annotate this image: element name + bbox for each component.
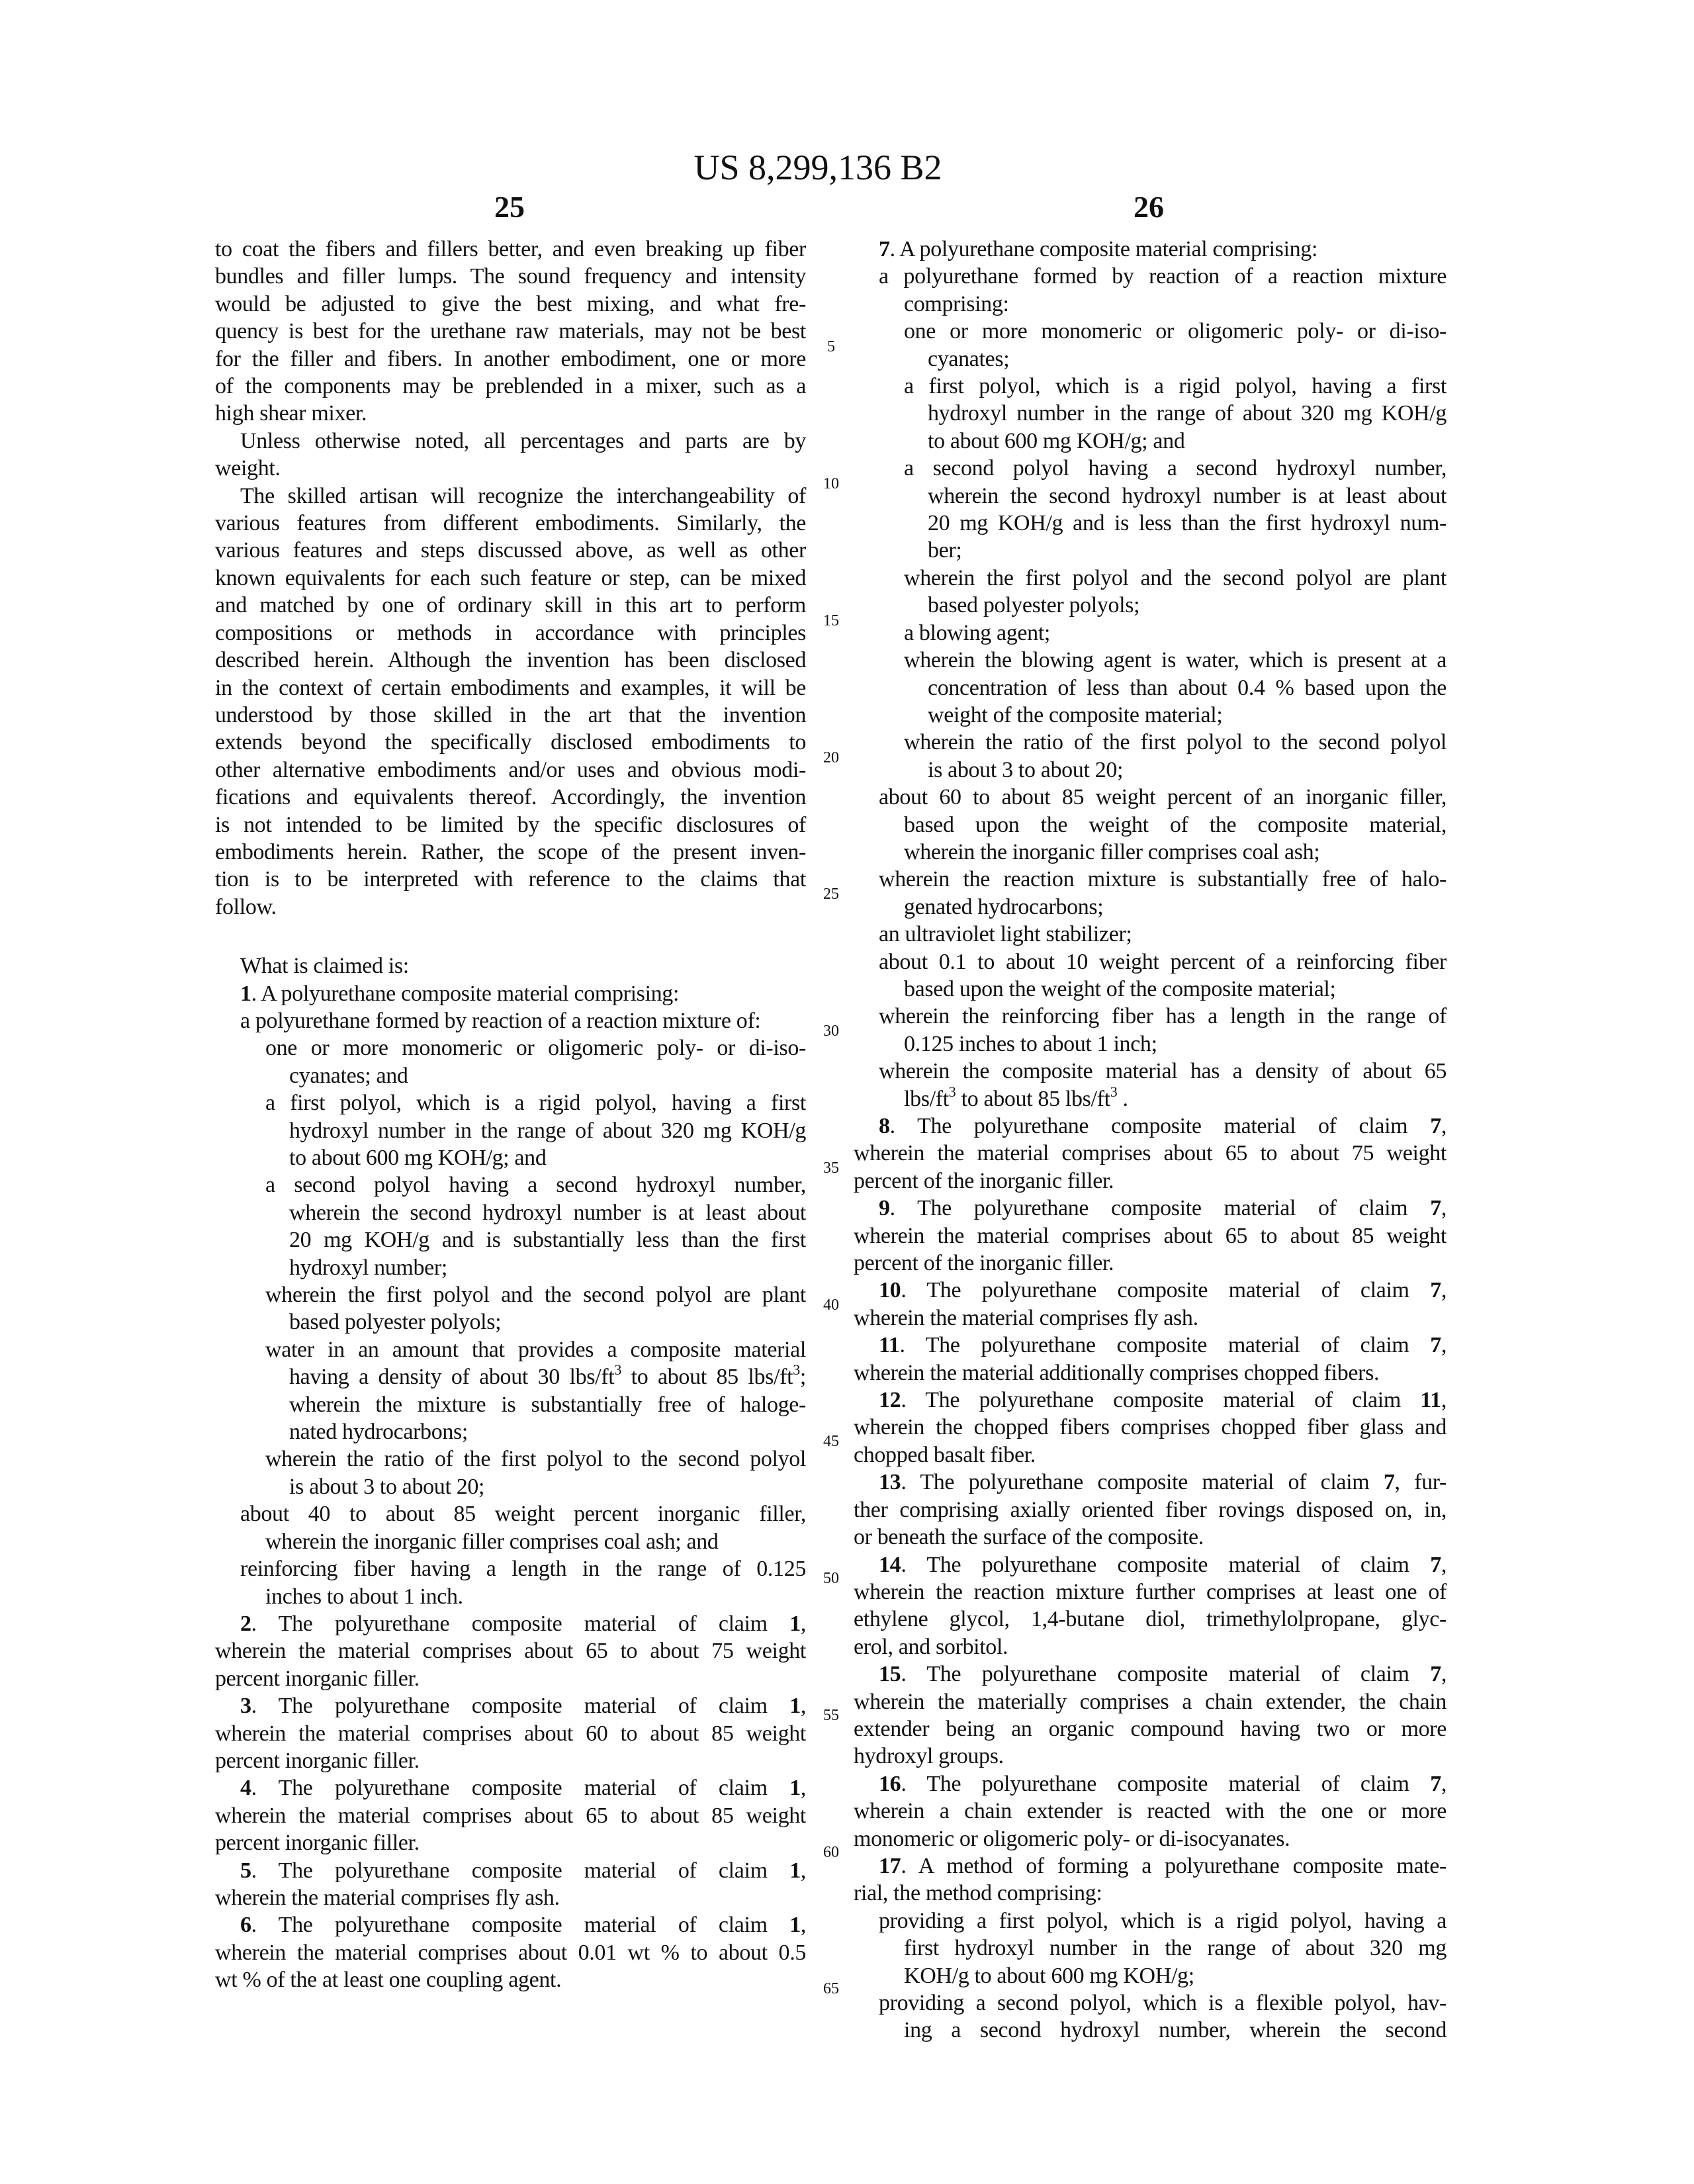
text-line: wherein the reaction mixture further comprises at least one of [854, 1578, 1447, 1606]
text-line: wherein the inorganic filler comprises coal ash; [854, 839, 1447, 866]
text-line: wherein the material comprises about 65 to about 75 weight [854, 1140, 1447, 1167]
text-line: or beneath the surface of the composite. [854, 1524, 1447, 1551]
text-line: erol, and sorbitol. [854, 1633, 1447, 1661]
text-paragraph [854, 729, 1447, 784]
text-line: monomeric or oligomeric poly- or di-isocyanates. [854, 1825, 1447, 1852]
text-span: , [1441, 1553, 1447, 1577]
text-span: , [801, 1776, 806, 1800]
text-line: in the context of certain embodiments and examples, it will be [215, 674, 806, 702]
claim-number: 7 [1384, 1470, 1395, 1494]
text-paragraph [854, 455, 1447, 565]
left-text-column [215, 236, 806, 1994]
text-line: cyanates; [854, 345, 1447, 373]
text-line [854, 1661, 1447, 1688]
text-line: one or more monomeric or oligomeric poly- or di-iso- [854, 318, 1447, 345]
text-line: for the filler and fibers. In another embodiment, one or more [215, 345, 806, 373]
claim-paragraph [854, 1469, 1447, 1551]
text-line: wherein the ratio of the first polyol to the second polyol [854, 729, 1447, 756]
claim-number: 1 [789, 1913, 801, 1937]
text-line: various features from different embodiments. Similarly, the [215, 510, 806, 537]
text-line: based polyester polyols; [854, 592, 1447, 619]
text-line [854, 1085, 1447, 1113]
line-number: 20 [818, 749, 844, 767]
text-line: a blowing agent; [854, 619, 1447, 647]
text-paragraph [215, 1089, 806, 1171]
text-line: to coat the fibers and fillers better, and even breaking up fiber [215, 236, 806, 263]
text-line [854, 1195, 1447, 1222]
text-line: wherein the blowing agent is water, which is present at a [854, 647, 1447, 674]
text-paragraph [854, 1907, 1447, 1989]
text-paragraph [854, 921, 1447, 948]
text-paragraph [215, 1007, 806, 1034]
text-line: 20 mg KOH/g and is less than the first hydroxyl num- [854, 510, 1447, 537]
line-number: 50 [818, 1570, 844, 1588]
claim-number: 6 [240, 1913, 251, 1937]
text-line: ethylene glycol, 1,4-butane diol, trimethylolpropane, glyc- [854, 1606, 1447, 1633]
text-line: high shear mixer. [215, 400, 806, 427]
text-line: cyanates; and [215, 1062, 806, 1089]
text-line: a polyurethane formed by reaction of a reaction mixture of: [215, 1007, 806, 1034]
text-line: wherein the material additionally comprises chopped fibers. [854, 1359, 1447, 1387]
text-line: KOH/g to about 600 mg KOH/g; [854, 1962, 1447, 1989]
claim-paragraph [215, 1774, 806, 1856]
claim-number: 7 [1430, 1772, 1441, 1796]
text-span: . The polyurethane composite material of claim [890, 1196, 1431, 1220]
superscript: 3 [1110, 1083, 1118, 1100]
text-paragraph [854, 619, 1447, 647]
claim-paragraph [854, 1387, 1447, 1469]
claim-number: 17 [879, 1854, 901, 1878]
text-line: based upon the weight of the composite material; [854, 976, 1447, 1003]
claim-number: 10 [879, 1278, 901, 1302]
text-paragraph [854, 866, 1447, 921]
text-line: weight. [215, 455, 806, 482]
text-paragraph [854, 784, 1447, 866]
text-line: first hydroxyl number in the range of about 320 mg [854, 1934, 1447, 1962]
claim-number: 5 [240, 1858, 251, 1883]
text-line: embodiments herein. Rather, the scope of the present inven- [215, 839, 806, 866]
text-line: percent inorganic filler. [215, 1829, 806, 1856]
claim-paragraph [854, 1551, 1447, 1661]
line-number: 55 [818, 1707, 844, 1725]
claim-number: 12 [879, 1388, 901, 1412]
text-line: described herein. Although the invention has been disclosed [215, 647, 806, 674]
text-line: bundles and filler lumps. The sound frequency and intensity [215, 263, 806, 290]
text-line: What is claimed is: [215, 952, 806, 979]
text-line [854, 1332, 1447, 1359]
text-span: . A polyurethane composite material comprising: [251, 981, 679, 1006]
text-line: about 60 to about 85 weight percent of an inorganic filler, [854, 784, 1447, 811]
claim-number: 15 [879, 1662, 901, 1686]
text-span: , [801, 1913, 806, 1937]
text-paragraph [854, 647, 1447, 729]
claim-paragraph [854, 236, 1447, 263]
text-paragraph [854, 263, 1447, 318]
text-paragraph [215, 1336, 806, 1446]
claim-paragraph [215, 1857, 806, 1912]
text-line: wherein the first polyol and the second polyol are plant [215, 1281, 806, 1308]
claim-paragraph [854, 1277, 1447, 1332]
text-line: percent inorganic filler. [215, 1747, 806, 1774]
text-paragraph [854, 1058, 1447, 1113]
text-line: providing a second polyol, which is a flexible polyol, hav- [854, 1989, 1447, 2017]
claim-number: 1 [789, 1612, 801, 1636]
text-span: lbs/ft [904, 1087, 949, 1111]
text-span: . The polyurethane composite material of claim [899, 1333, 1430, 1357]
superscript: 3 [793, 1361, 800, 1378]
claim-number: 7 [879, 237, 890, 261]
text-span: . The polyurethane composite material of claim [251, 1694, 790, 1718]
text-line: comprising: [854, 291, 1447, 318]
text-line: wherein the ratio of the first polyol to the second polyol [215, 1445, 806, 1473]
text-span: having a density of about 30 lbs/ft [289, 1365, 614, 1389]
text-span: . The polyurethane composite material of claim [251, 1858, 790, 1883]
line-number: 35 [818, 1160, 844, 1177]
text-line: would be adjusted to give the best mixing, and what fre- [215, 291, 806, 318]
text-line: known equivalents for each such feature or step, can be mixed [215, 565, 806, 592]
text-span: , [1441, 1333, 1447, 1357]
text-line: is about 3 to about 20; [215, 1473, 806, 1500]
text-span: . The polyurethane composite material of claim [901, 1278, 1430, 1302]
text-span: . The polyurethane composite material of claim [901, 1470, 1384, 1494]
claim-paragraph [854, 1113, 1447, 1195]
text-line: wherein the mixture is substantially free of haloge- [215, 1391, 806, 1418]
text-line [854, 1469, 1447, 1496]
claim-number: 4 [240, 1776, 251, 1800]
text-line: quency is best for the urethane raw materials, may not be best [215, 318, 806, 345]
superscript: 3 [614, 1361, 621, 1378]
claim-number: 7 [1430, 1553, 1441, 1577]
claim-number: 1 [240, 981, 251, 1006]
claim-paragraph [854, 1852, 1447, 1907]
text-span: . The polyurethane composite material of claim [251, 1776, 790, 1800]
text-line: extends beyond the specifically disclosed embodiments to [215, 729, 806, 756]
text-paragraph [854, 373, 1447, 455]
text-line: ther comprising axially oriented fiber rovings disposed on, in, [854, 1496, 1447, 1524]
line-number: 60 [818, 1844, 844, 1862]
text-line: a first polyol, which is a rigid polyol, having a first [215, 1089, 806, 1116]
text-line [215, 1692, 806, 1719]
claim-paragraph [215, 1911, 806, 1993]
text-paragraph [215, 428, 806, 482]
text-span: ; [800, 1365, 806, 1389]
claim-number: 7 [1430, 1278, 1441, 1302]
text-line: an ultraviolet light stabilizer; [854, 921, 1447, 948]
text-paragraph [854, 948, 1447, 1003]
text-line: hydroxyl number in the range of about 320 mg KOH/g [215, 1117, 806, 1144]
text-line: a first polyol, which is a rigid polyol, having a first [854, 373, 1447, 400]
text-line [215, 1610, 806, 1637]
text-line: based upon the weight of the composite material, [854, 811, 1447, 839]
claim-number: 7 [1430, 1196, 1441, 1220]
claim-number: 9 [879, 1196, 890, 1220]
text-line: concentration of less than about 0.4 % based upon the [854, 674, 1447, 702]
text-span: , [801, 1612, 806, 1636]
line-number: 65 [818, 1980, 844, 1998]
text-line: other alternative embodiments and/or uses and obvious modi- [215, 756, 806, 784]
text-line: a polyurethane formed by reaction of a reaction mixture [854, 263, 1447, 290]
text-paragraph [215, 482, 806, 921]
text-span: . The polyurethane composite material of claim [890, 1114, 1431, 1138]
text-span: , [1441, 1772, 1447, 1796]
text-line [215, 1857, 806, 1884]
text-line [854, 1277, 1447, 1304]
text-line: water in an amount that provides a composite material [215, 1336, 806, 1363]
text-span: , [801, 1858, 806, 1883]
text-line: wherein the second hydroxyl number is at least about [854, 482, 1447, 510]
text-span: . A method of forming a polyurethane composite mate- [901, 1854, 1447, 1878]
text-line: inches to about 1 inch. [215, 1583, 806, 1610]
text-line: wherein the composite material has a density of about 65 [854, 1058, 1447, 1085]
text-span: to about 85 lbs/ft [621, 1365, 793, 1389]
text-paragraph [854, 565, 1447, 619]
text-line: wt % of the at least one coupling agent. [215, 1966, 806, 1993]
text-span: . The polyurethane composite material of claim [901, 1662, 1430, 1686]
text-line: wherein the material comprises about 65 to about 85 weight [215, 1802, 806, 1829]
right-text-column [854, 236, 1447, 2044]
text-line: is not intended to be limited by the specific disclosures of [215, 811, 806, 839]
text-line: tion is to be interpreted with reference to the claims that [215, 866, 806, 893]
text-line: follow. [215, 893, 806, 921]
text-line: based polyester polyols; [215, 1308, 806, 1336]
text-line: fications and equivalents thereof. Accordingly, the invention [215, 784, 806, 811]
claim-number: 11 [1420, 1388, 1441, 1412]
text-line: wherein the inorganic filler comprises coal ash; and [215, 1528, 806, 1555]
text-line: wherein the material comprises fly ash. [854, 1304, 1447, 1332]
line-number: 30 [818, 1023, 844, 1040]
line-number: 25 [818, 886, 844, 903]
text-line: percent of the inorganic filler. [854, 1167, 1447, 1195]
text-line [854, 236, 1447, 263]
claim-paragraph [854, 1661, 1447, 1770]
line-number: 45 [818, 1433, 844, 1451]
text-span: . The polyurethane composite material of claim [251, 1612, 790, 1636]
text-span: , [1441, 1278, 1447, 1302]
text-line [854, 1551, 1447, 1578]
text-line: compositions or methods in accordance with principles [215, 619, 806, 647]
text-span: . The polyurethane composite material of claim [251, 1913, 790, 1937]
text-line: providing a first polyol, which is a rigid polyol, having a [854, 1907, 1447, 1934]
claim-number: 3 [240, 1694, 251, 1718]
text-line: one or more monomeric or oligomeric poly- or di-iso- [215, 1034, 806, 1062]
claim-number: 14 [879, 1553, 901, 1577]
claim-paragraph [215, 1692, 806, 1774]
text-line: chopped basalt fiber. [854, 1441, 1447, 1469]
text-line [215, 1363, 806, 1390]
text-span: . The polyurethane composite material of claim [901, 1553, 1430, 1577]
text-span: , [1441, 1662, 1447, 1686]
text-line: hydroxyl number in the range of about 320 mg KOH/g [854, 400, 1447, 427]
text-line: wherein the material comprises about 65 to about 75 weight [215, 1637, 806, 1664]
text-line: about 0.1 to about 10 weight percent of a reinforcing fiber [854, 948, 1447, 976]
text-line: genated hydrocarbons; [854, 893, 1447, 921]
claim-number: 7 [1430, 1662, 1441, 1686]
text-line [854, 1852, 1447, 1880]
text-line: nated hydrocarbons; [215, 1418, 806, 1445]
text-span: . A polyurethane composite material comprising: [890, 237, 1317, 261]
claim-paragraph [215, 980, 806, 1007]
text-line: ber; [854, 537, 1447, 564]
text-span: , [1441, 1114, 1447, 1138]
text-line: Unless otherwise noted, all percentages and parts are by [215, 428, 806, 455]
text-line: wherein the material comprises about 65 to about 85 weight [854, 1222, 1447, 1250]
text-line [215, 1911, 806, 1938]
text-span: . The polyurethane composite material of claim [901, 1772, 1430, 1796]
text-span: . [1117, 1087, 1128, 1111]
text-paragraph [854, 1989, 1447, 2044]
claim-paragraph [215, 1610, 806, 1692]
text-line: hydroxyl groups. [854, 1743, 1447, 1770]
text-line: hydroxyl number; [215, 1254, 806, 1281]
text-line: wherein the second hydroxyl number is at least about [215, 1199, 806, 1226]
text-line [215, 1774, 806, 1801]
text-line: to about 600 mg KOH/g; and [854, 428, 1447, 455]
text-paragraph [215, 1500, 806, 1555]
text-line: a second polyol having a second hydroxyl number, [854, 455, 1447, 482]
claim-number: 1 [789, 1776, 801, 1800]
claim-number: 1 [789, 1858, 801, 1883]
text-line: ing a second hydroxyl number, wherein the second [854, 2017, 1447, 2044]
text-line [854, 1770, 1447, 1797]
text-line: various features and steps discussed above, as well as other [215, 537, 806, 564]
text-line [854, 1387, 1447, 1414]
text-line: wherein the materially comprises a chain extender, the chain [854, 1688, 1447, 1715]
claim-number: 8 [879, 1114, 890, 1138]
line-number: 40 [818, 1297, 844, 1314]
text-paragraph [215, 1445, 806, 1500]
text-paragraph [854, 1003, 1447, 1058]
text-line: extender being an organic compound having two or more [854, 1715, 1447, 1743]
text-line [854, 1113, 1447, 1140]
text-line: rial, the method comprising: [854, 1880, 1447, 1907]
claim-number: 2 [240, 1612, 251, 1636]
text-line: 20 mg KOH/g and is substantially less than the first [215, 1226, 806, 1253]
claim-paragraph [854, 1770, 1447, 1852]
text-line: reinforcing fiber having a length in the range of 0.125 [215, 1555, 806, 1582]
text-span: , [801, 1694, 806, 1718]
text-paragraph [215, 952, 806, 979]
page-number-left: 25 [443, 189, 576, 224]
text-line: wherein the reinforcing fiber has a length in the range of [854, 1003, 1447, 1030]
text-paragraph [215, 1171, 806, 1281]
claim-number: 13 [879, 1470, 901, 1494]
line-number: 15 [818, 612, 844, 630]
text-line: percent of the inorganic filler. [854, 1250, 1447, 1277]
text-line: to about 600 mg KOH/g; and [215, 1144, 806, 1171]
line-number: 5 [818, 338, 844, 356]
patent-number: US 8,299,136 B2 [0, 147, 1636, 188]
text-line: of the components may be preblended in a mixer, such as a [215, 373, 806, 400]
text-line: weight of the composite material; [854, 702, 1447, 729]
claim-number: 11 [879, 1333, 899, 1357]
text-line: and matched by one of ordinary skill in this art to perform [215, 592, 806, 619]
claim-number: 16 [879, 1772, 901, 1796]
claim-number: 7 [1430, 1333, 1441, 1357]
claim-number: 1 [789, 1694, 801, 1718]
claim-number: 7 [1430, 1114, 1441, 1138]
text-paragraph [215, 236, 806, 428]
text-line: wherein the material comprises fly ash. [215, 1884, 806, 1911]
line-number: 10 [818, 475, 844, 493]
text-line: percent inorganic filler. [215, 1665, 806, 1692]
text-line: a second polyol having a second hydroxyl number, [215, 1171, 806, 1199]
superscript: 3 [949, 1083, 956, 1100]
text-line: wherein the material comprises about 60 to about 85 weight [215, 1720, 806, 1747]
text-line: about 40 to about 85 weight percent inorganic filler, [215, 1500, 806, 1527]
text-line: wherein the chopped fibers comprises chopped fiber glass and [854, 1414, 1447, 1441]
text-span: , [1441, 1196, 1447, 1220]
text-line: understood by those skilled in the art that the invention [215, 702, 806, 729]
text-paragraph [215, 1281, 806, 1336]
claim-paragraph [854, 1195, 1447, 1277]
text-paragraph [215, 1555, 806, 1610]
text-line: wherein the reaction mixture is substantially free of halo- [854, 866, 1447, 893]
text-line: is about 3 to about 20; [854, 756, 1447, 784]
text-line: wherein a chain extender is reacted with the one or more [854, 1797, 1447, 1825]
text-paragraph [854, 318, 1447, 373]
text-line: The skilled artisan will recognize the interchangeability of [215, 482, 806, 510]
claim-paragraph [854, 1332, 1447, 1387]
text-span: . The polyurethane composite material of claim [901, 1388, 1420, 1412]
page-number-right: 26 [1083, 189, 1215, 224]
text-paragraph [215, 1034, 806, 1089]
text-line: 0.125 inches to about 1 inch; [854, 1030, 1447, 1058]
text-span: , [1441, 1388, 1447, 1412]
text-line [215, 980, 806, 1007]
text-span: , fur- [1394, 1470, 1447, 1494]
text-line: wherein the first polyol and the second polyol are plant [854, 565, 1447, 592]
text-line: wherein the material comprises about 0.01 wt % to about 0.5 [215, 1939, 806, 1966]
text-span: to about 85 lbs/ft [956, 1087, 1110, 1111]
